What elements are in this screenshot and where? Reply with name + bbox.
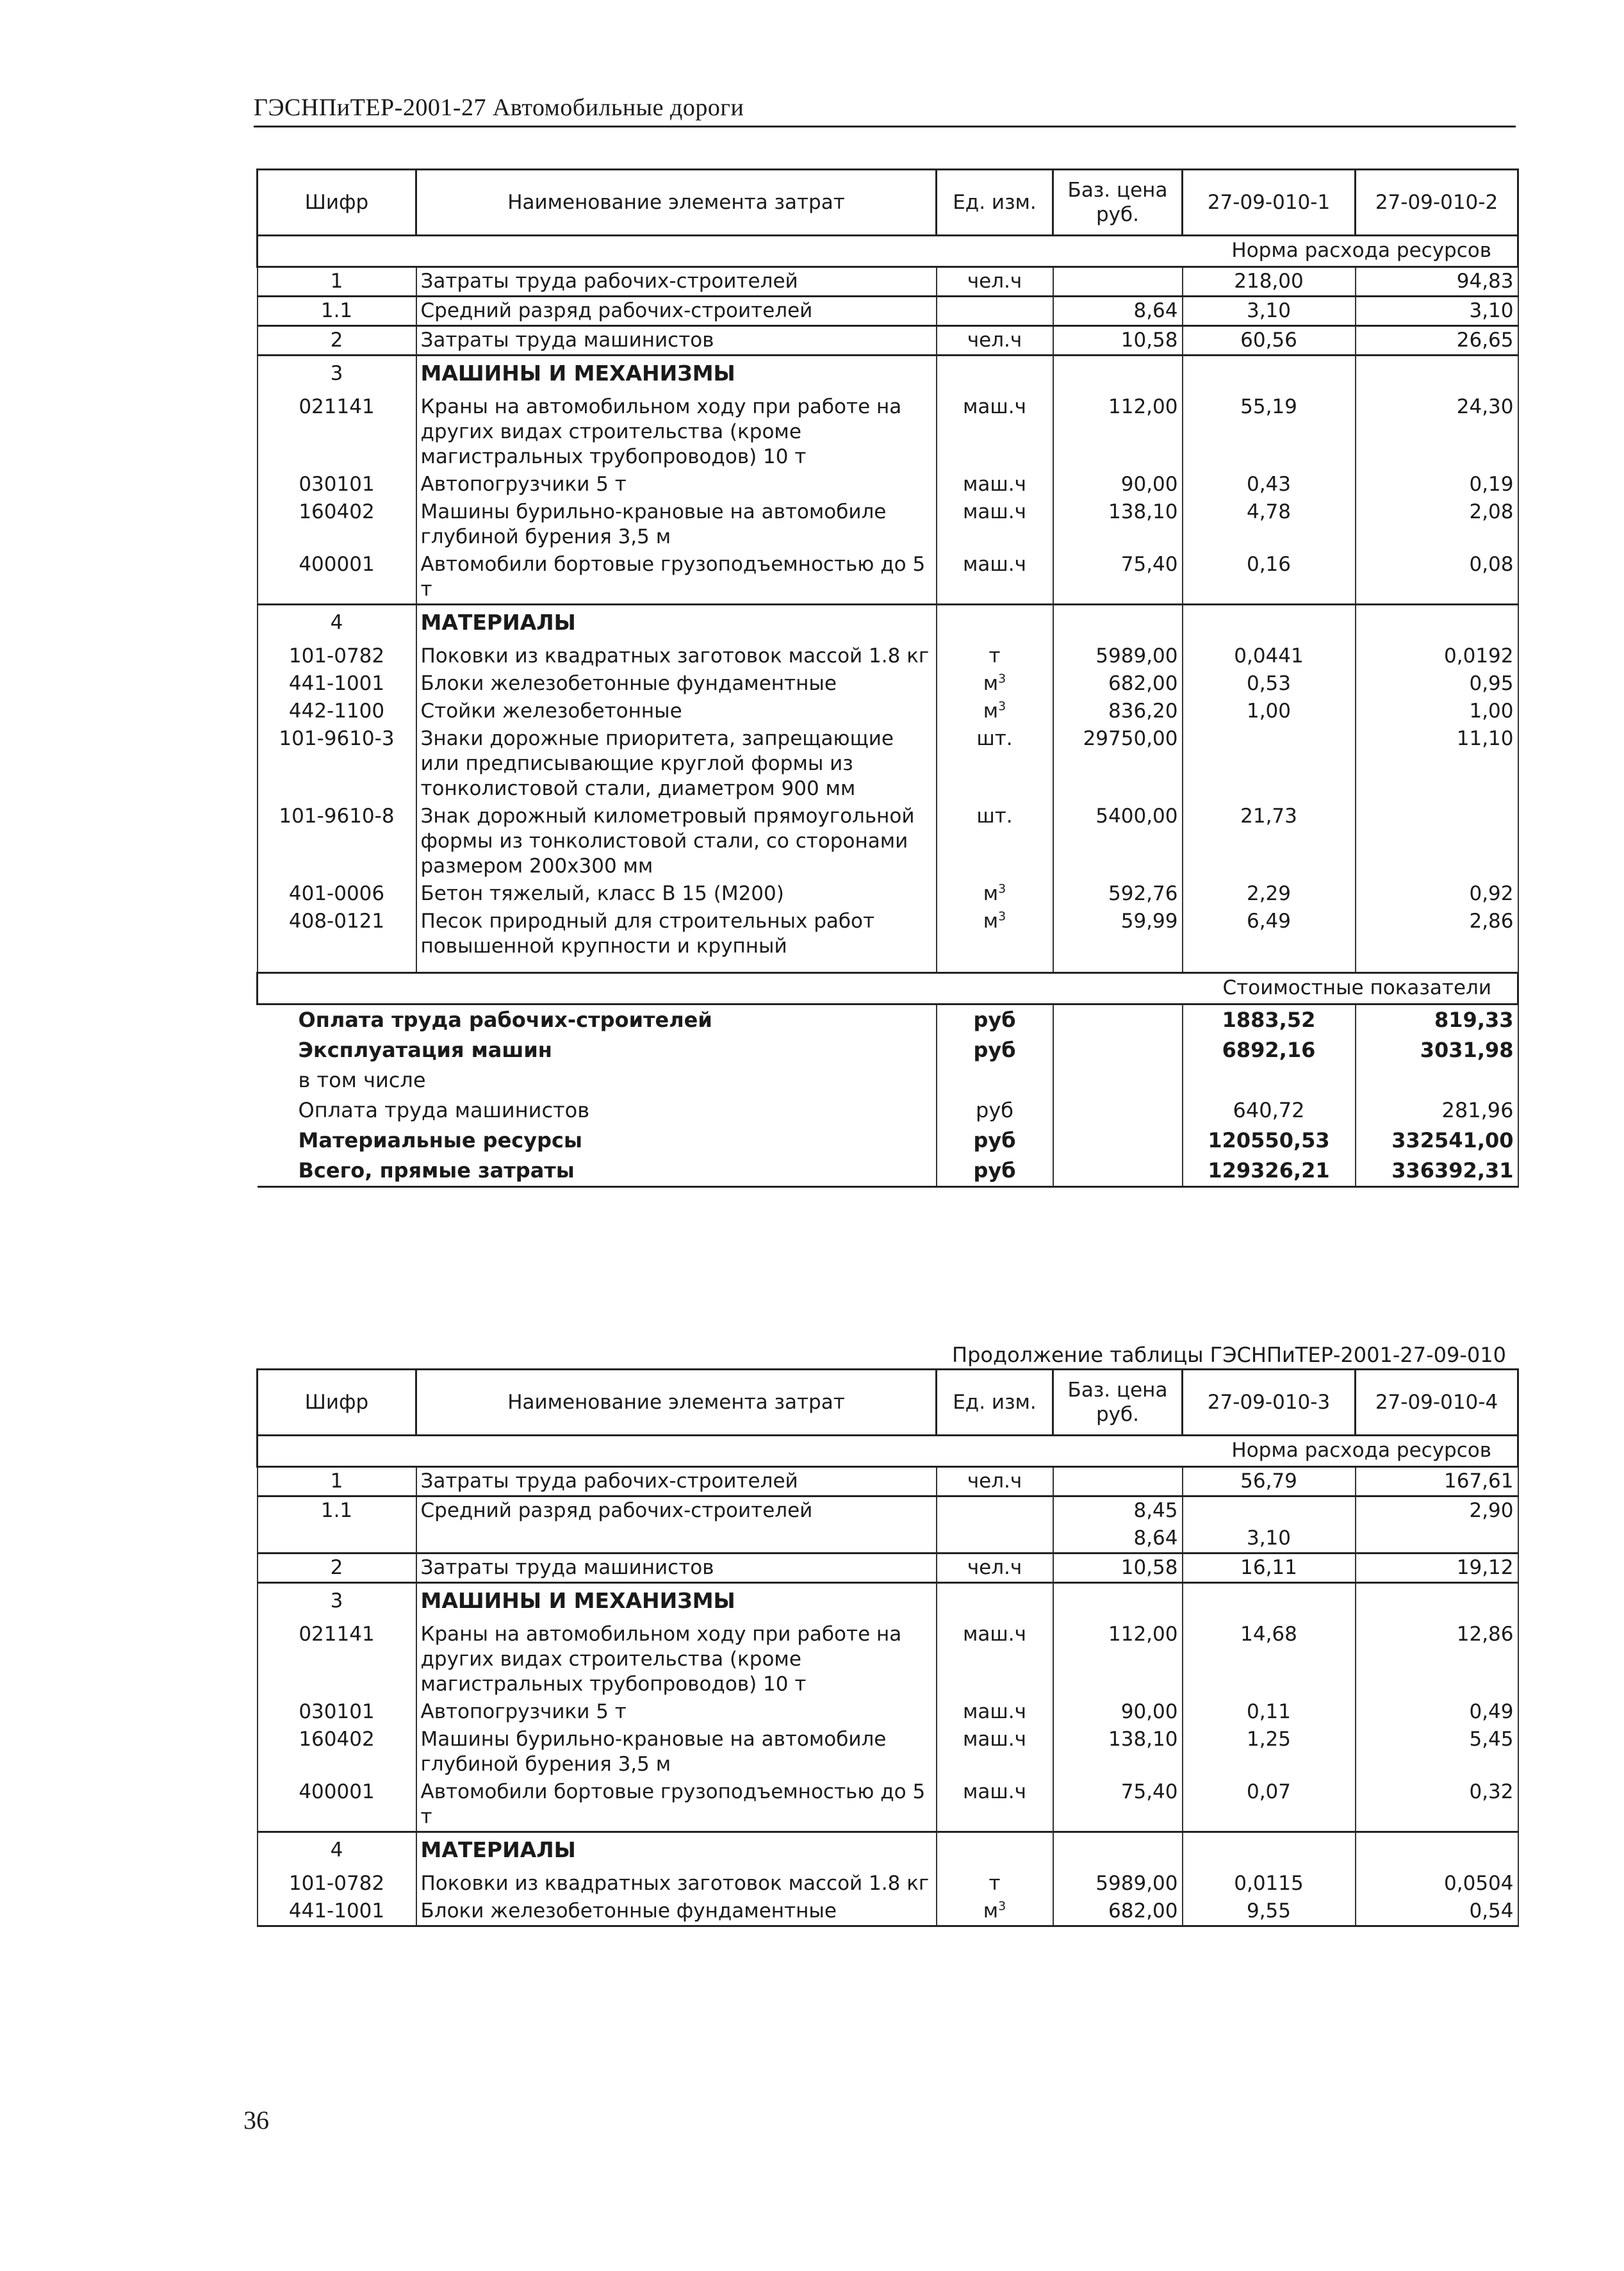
row-value-2: 26,65 [1356,326,1518,356]
row-value-1 [1183,725,1356,803]
row-value-2: 1,00 [1356,698,1518,725]
row-unit [937,1898,1053,1926]
summary-value-2: 332541,00 [1356,1126,1518,1156]
row-value-1: 0,11 [1183,1698,1356,1726]
row-value-1: 218,00 [1183,267,1356,297]
group-title: МАШИНЫ И МЕХАНИЗМЫ [416,356,937,394]
summary-unit: руб [937,1126,1053,1156]
row-name: Бетон тяжелый, класс В 15 (М200) [416,880,937,908]
table-row [258,725,1518,803]
row-code: 441-1001 [258,1898,416,1926]
summary-value-2: 819,33 [1356,1004,1518,1036]
row-price: 90,00 [1053,1698,1183,1726]
table-row [258,908,1518,960]
row-name: Автопогрузчики 5 т [416,471,937,498]
row-price: 10,58 [1053,326,1183,356]
row-unit: маш.ч [937,498,1053,551]
summary-label: Всего, прямые затраты [258,1156,937,1187]
row-value-2: 94,83 [1356,267,1518,297]
table-row [258,393,1518,471]
table-row [258,1726,1518,1778]
row-price: 8,45 [1053,1496,1183,1525]
table-row [258,498,1518,551]
col-header-norm-1: 27-09-010-1 [1183,170,1356,236]
row-code: 021141 [258,1621,416,1698]
row-name: Автомобили бортовые грузоподъемностью до 5 т [416,1778,937,1832]
group-row [258,605,1518,643]
row-code: 2 [258,326,416,356]
row-code: 442-1100 [258,698,416,725]
unit-superscript: 3 [998,909,1006,924]
row-value-2: 2,90 [1356,1496,1518,1525]
table-row [258,1778,1518,1832]
unit-text: м [983,700,999,723]
summary-row [258,1126,1518,1156]
row-unit: чел.ч [937,1467,1053,1496]
row-name: Поковки из квадратных заготовок массой 1.8 кг [416,1870,937,1898]
summary-value-1: 6892,16 [1183,1035,1356,1065]
row-name: Стойки железобетонные [416,698,937,725]
row-value-1: 0,43 [1183,471,1356,498]
row-value-1: 0,0115 [1183,1870,1356,1898]
band-row [258,1436,1518,1467]
row-name: Затраты труда машинистов [416,326,937,356]
page-header-title: ГЭСНПиТЕР-2001-27 Автомобильные дороги [254,94,744,121]
col-header-price: Баз. цена руб. [1053,1370,1183,1436]
row-name: Машины бурильно-крановые на автомобиле глубиной бурения 3,5 м [416,498,937,551]
row-value-1: 0,0441 [1183,643,1356,670]
summary-value-1: 1883,52 [1183,1004,1356,1036]
summary-value-2: 3031,98 [1356,1035,1518,1065]
row-price: 29750,00 [1053,725,1183,803]
row-unit: маш.ч [937,1778,1053,1832]
row-unit [937,1496,1053,1525]
band-resources: Норма расхода ресурсов [258,1436,1518,1467]
summary-value-1: 129326,21 [1183,1156,1356,1187]
row-unit: маш.ч [937,393,1053,471]
row-unit: чел.ч [937,326,1053,356]
row-value-1: 3,10 [1183,1525,1356,1554]
row-code: 021141 [258,393,416,471]
row-name: Машины бурильно-крановые на автомобиле глубиной бурения 3,5 м [416,1726,937,1778]
row-price: 8,64 [1053,297,1183,326]
col-header-price: Баз. цена руб. [1053,170,1183,236]
row-name [416,1525,937,1554]
row-name: Блоки железобетонные фундаментные [416,1898,937,1926]
row-unit [937,1525,1053,1554]
table-row [258,698,1518,725]
row-price: 8,64 [1053,1525,1183,1554]
table-row [258,1554,1518,1583]
row-value-2: 0,08 [1356,551,1518,605]
col-header-norm-2: 27-09-010-2 [1356,170,1518,236]
row-name: Знак дорожный километровый прямоугольной формы из тонколистовой стали, со сторонами размером 200х300 мм [416,803,937,880]
row-code: 1.1 [258,297,416,326]
group-title: МАТЕРИАЛЫ [416,605,937,643]
unit-superscript: 3 [998,699,1006,714]
row-name: Знаки дорожные приоритета, запрещающие или предписывающие круглой формы из тонколистовой стали, диаметром 900 мм [416,725,937,803]
row-price: 5400,00 [1053,803,1183,880]
row-value-2: 19,12 [1356,1554,1518,1583]
summary-row [258,1095,1518,1126]
unit-superscript: 3 [998,881,1006,896]
row-price: 138,10 [1053,1726,1183,1778]
row-value-1: 1,25 [1183,1726,1356,1778]
row-value-1: 3,10 [1183,297,1356,326]
row-price: 59,99 [1053,908,1183,960]
row-price: 5989,00 [1053,1870,1183,1898]
row-price: 75,40 [1053,551,1183,605]
table-header-row [258,1370,1518,1436]
row-value-2: 12,86 [1356,1621,1518,1698]
col-header-name: Наименование элемента затрат [416,1370,937,1436]
group-code: 3 [258,356,416,394]
row-unit: маш.ч [937,471,1053,498]
row-unit: т [937,1870,1053,1898]
row-value-1: 0,07 [1183,1778,1356,1832]
group-title: МАШИНЫ И МЕХАНИЗМЫ [416,1583,937,1621]
row-value-1: 0,53 [1183,670,1356,698]
summary-row [258,1004,1518,1036]
row-code: 400001 [258,551,416,605]
group-row [258,356,1518,394]
row-value-2: 0,95 [1356,670,1518,698]
summary-value-1: 120550,53 [1183,1126,1356,1156]
row-price: 5989,00 [1053,643,1183,670]
resource-table-2 [256,1368,1519,1927]
table-row [258,326,1518,356]
col-header-unit: Ед. изм. [937,1370,1053,1436]
summary-label: Материальные ресурсы [298,1128,582,1152]
row-unit: чел.ч [937,1554,1053,1583]
row-value-1: 16,11 [1183,1554,1356,1583]
row-value-1: 1,00 [1183,698,1356,725]
row-unit [937,880,1053,908]
summary-unit: руб [937,1035,1053,1065]
row-unit: маш.ч [937,551,1053,605]
row-name: Затраты труда рабочих-строителей [416,1467,937,1496]
row-price: 112,00 [1053,393,1183,471]
unit-superscript: 3 [998,671,1006,686]
table-row [258,880,1518,908]
group-row [258,1832,1518,1871]
row-code: 2 [258,1554,416,1583]
table-header-row [258,170,1518,236]
band-costs: Стоимостные показатели [258,973,1518,1004]
row-price: 836,20 [1053,698,1183,725]
row-value-2: 0,0504 [1356,1870,1518,1898]
summary-unit: руб [937,1156,1053,1187]
row-value-2: 0,92 [1356,880,1518,908]
row-unit: маш.ч [937,1726,1053,1778]
row-unit: чел.ч [937,267,1053,297]
row-value-2 [1356,1525,1518,1554]
table-row [258,551,1518,605]
unit-text: м [983,882,999,905]
group-code: 4 [258,1832,416,1871]
row-value-1: 14,68 [1183,1621,1356,1698]
band-resources: Норма расхода ресурсов [258,236,1518,267]
row-price: 90,00 [1053,471,1183,498]
col-header-code: Шифр [258,170,416,236]
row-name: Краны на автомобильном ходу при работе на других видах строительства (кроме магистральных трубопроводов) 10 т [416,393,937,471]
summary-row [258,1035,1518,1065]
row-value-1: 60,56 [1183,326,1356,356]
col-header-code: Шифр [258,1370,416,1436]
row-name: Средний разряд рабочих-строителей [416,1496,937,1525]
row-code: 101-9610-8 [258,803,416,880]
row-code: 030101 [258,1698,416,1726]
table-row [258,803,1518,880]
row-value-2: 24,30 [1356,393,1518,471]
row-value-2: 0,32 [1356,1778,1518,1832]
col-header-name: Наименование элемента затрат [416,170,937,236]
row-price: 10,58 [1053,1554,1183,1583]
summary-row [258,1065,1518,1095]
row-value-2: 0,49 [1356,1698,1518,1726]
row-code: 160402 [258,498,416,551]
row-code: 1 [258,1467,416,1496]
row-name: Песок природный для строительных работ повышенной крупности и крупный [416,908,937,960]
header-rule [254,126,1516,127]
row-price: 682,00 [1053,670,1183,698]
row-unit [937,297,1053,326]
row-value-2: 0,19 [1356,471,1518,498]
table-row [258,643,1518,670]
row-name: Автомобили бортовые грузоподъемностью до 5 т [416,551,937,605]
table-row [258,267,1518,297]
page-number: 36 [243,2106,269,2135]
unit-text: м [983,1899,999,1923]
row-name: Автопогрузчики 5 т [416,1698,937,1726]
row-price [1053,267,1183,297]
continuation-caption: Продолжение таблицы ГЭСНПиТЕР-2001-27-09-010 [952,1343,1506,1367]
row-unit: шт. [937,803,1053,880]
row-value-2: 11,10 [1356,725,1518,803]
group-code: 4 [258,605,416,643]
row-name: Поковки из квадратных заготовок массой 1.8 кг [416,643,937,670]
group-code: 3 [258,1583,416,1621]
summary-label: Оплата труда рабочих-строителей [298,1008,712,1032]
row-code: 441-1001 [258,670,416,698]
row-unit [937,670,1053,698]
row-code: 1 [258,267,416,297]
row-value-1: 2,29 [1183,880,1356,908]
row-unit: маш.ч [937,1698,1053,1726]
table-row [258,1898,1518,1926]
row-value-2: 0,0192 [1356,643,1518,670]
row-code: 400001 [258,1778,416,1832]
summary-value-1: 640,72 [1183,1095,1356,1126]
unit-text: м [983,910,999,933]
unit-text: м [983,672,999,695]
row-unit: шт. [937,725,1053,803]
summary-label: Оплата труда машинистов [298,1098,590,1122]
summary-unit: руб [937,1004,1053,1036]
col-header-norm-3: 27-09-010-3 [1183,1370,1356,1436]
row-unit: т [937,643,1053,670]
row-code [258,1525,416,1554]
band-row [258,973,1518,1004]
table-row [258,1467,1518,1496]
resource-table-1 [256,168,1519,1188]
col-header-norm-4: 27-09-010-4 [1356,1370,1518,1436]
table-row [258,670,1518,698]
row-code: 030101 [258,471,416,498]
row-value-1: 0,16 [1183,551,1356,605]
row-value-2: 0,54 [1356,1898,1518,1926]
unit-superscript: 3 [998,1899,1006,1914]
row-unit: маш.ч [937,1621,1053,1698]
row-unit [937,908,1053,960]
summary-value-2: 336392,31 [1356,1156,1518,1187]
row-value-2: 167,61 [1356,1467,1518,1496]
row-code: 1.1 [258,1496,416,1525]
row-value-2: 2,08 [1356,498,1518,551]
summary-row [258,1156,1518,1187]
table-row [258,297,1518,326]
row-value-1: 9,55 [1183,1898,1356,1926]
row-price: 112,00 [1053,1621,1183,1698]
row-unit [937,698,1053,725]
row-name: Краны на автомобильном ходу при работе на других видах строительства (кроме магистральных трубопроводов) 10 т [416,1621,937,1698]
row-name: Затраты труда рабочих-строителей [416,267,937,297]
row-code: 160402 [258,1726,416,1778]
row-value-1: 6,49 [1183,908,1356,960]
summary-unit: руб [937,1095,1053,1126]
row-code: 101-0782 [258,643,416,670]
row-name: Блоки железобетонные фундаментные [416,670,937,698]
table-row [258,471,1518,498]
row-value-1: 56,79 [1183,1467,1356,1496]
row-code: 101-9610-3 [258,725,416,803]
row-value-2: 5,45 [1356,1726,1518,1778]
row-price: 592,76 [1053,880,1183,908]
row-code: 408-0121 [258,908,416,960]
summary-value-2: 281,96 [1356,1095,1518,1126]
row-value-2: 2,86 [1356,908,1518,960]
table-row [258,1496,1518,1525]
table-row [258,1698,1518,1726]
row-value-1: 4,78 [1183,498,1356,551]
row-price: 75,40 [1053,1778,1183,1832]
row-code: 401-0006 [258,880,416,908]
row-price: 138,10 [1053,498,1183,551]
group-row [258,1583,1518,1621]
row-name: Затраты труда машинистов [416,1554,937,1583]
group-title: МАТЕРИАЛЫ [416,1832,937,1871]
row-value-2: 3,10 [1356,297,1518,326]
table-row [258,1870,1518,1898]
row-price: 682,00 [1053,1898,1183,1926]
col-header-unit: Ед. изм. [937,170,1053,236]
summary-label: Эксплуатация машин [298,1038,552,1062]
table-row [258,1525,1518,1554]
table-row [258,1621,1518,1698]
row-price [1053,1467,1183,1496]
row-name: Средний разряд рабочих-строителей [416,297,937,326]
band-row [258,236,1518,267]
row-value-2 [1356,803,1518,880]
row-value-1 [1183,1496,1356,1525]
row-code: 101-0782 [258,1870,416,1898]
row-value-1: 55,19 [1183,393,1356,471]
summary-label: в том числе [298,1068,426,1092]
row-value-1: 21,73 [1183,803,1356,880]
